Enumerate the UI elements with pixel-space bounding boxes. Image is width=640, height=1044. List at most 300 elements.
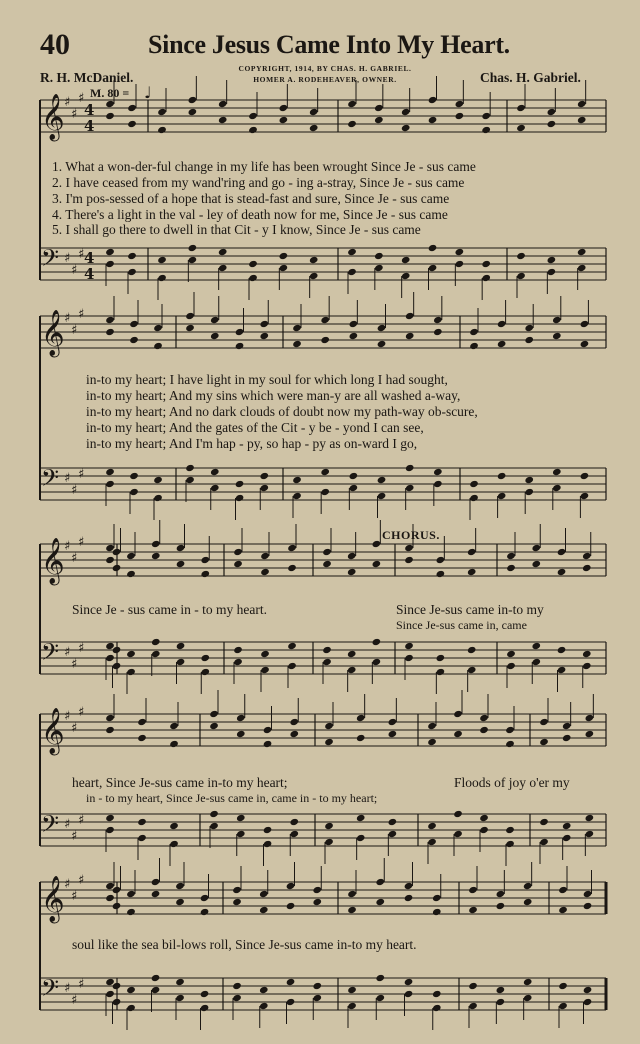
notehead (583, 998, 593, 1006)
notehead (322, 548, 332, 556)
notehead (467, 548, 477, 556)
notehead (552, 332, 562, 340)
notehead (289, 718, 299, 726)
notehead (259, 332, 269, 340)
notehead (129, 320, 139, 328)
notehead (557, 646, 567, 654)
notehead (320, 488, 330, 496)
notehead (558, 906, 568, 914)
notehead (347, 890, 357, 898)
notehead (279, 264, 289, 272)
notehead (185, 476, 195, 484)
notehead (372, 638, 382, 646)
notehead (112, 902, 122, 910)
notehead (263, 726, 273, 734)
key-sharp: ♯ (71, 323, 78, 338)
notehead (516, 272, 526, 280)
notehead (248, 260, 258, 268)
notehead (347, 986, 357, 994)
notehead (218, 248, 228, 256)
notehead (523, 882, 533, 890)
notehead (523, 994, 533, 1002)
notehead (558, 982, 568, 990)
notehead (200, 990, 210, 998)
notehead (320, 336, 330, 344)
notehead (377, 476, 387, 484)
notehead (427, 822, 437, 830)
notehead (176, 642, 186, 650)
notehead (127, 268, 137, 276)
bass-clef: 𝄢 (41, 244, 60, 277)
notehead (562, 722, 572, 730)
notehead (151, 552, 161, 560)
verse-2-line-1: 2. I have ceased from my wand'ring and go - ing a-stray, Since Je - sus came (52, 175, 465, 190)
notehead (309, 124, 319, 132)
notehead (401, 256, 411, 264)
notehead (585, 814, 595, 822)
notehead (455, 248, 465, 256)
key-sharp: ♯ (71, 657, 78, 672)
notehead (210, 316, 220, 324)
verse-1-line-2: in-to my heart; I have light in my soul for which long I had sought, (86, 372, 448, 387)
notehead (289, 730, 299, 738)
notehead (469, 342, 479, 350)
notehead (577, 100, 587, 108)
notehead (153, 324, 163, 332)
notehead (433, 328, 443, 336)
notehead (372, 658, 382, 666)
notehead (200, 556, 210, 564)
notehead (126, 1004, 136, 1012)
notehead (388, 818, 398, 826)
notehead (455, 100, 465, 108)
notehead (127, 104, 137, 112)
notehead (185, 464, 195, 472)
notehead (105, 328, 115, 336)
notehead (524, 324, 534, 332)
notehead (404, 990, 414, 998)
notehead (287, 642, 297, 650)
notehead (557, 548, 567, 556)
notehead (375, 878, 385, 886)
key-sharp: ♯ (64, 471, 71, 486)
treble-clef: 𝄞 (41, 538, 65, 584)
notehead (200, 570, 210, 578)
notehead (200, 654, 210, 662)
bass-clef: 𝄢 (41, 638, 60, 671)
notehead (516, 104, 526, 112)
notehead (539, 838, 549, 846)
notehead (347, 650, 357, 658)
key-sharp: ♯ (78, 307, 85, 322)
notehead (481, 112, 491, 120)
notehead (404, 894, 414, 902)
notehead (236, 730, 246, 738)
notehead (497, 320, 507, 328)
notehead (468, 982, 478, 990)
notehead (286, 902, 296, 910)
notehead (232, 898, 242, 906)
bass-clef: 𝄢 (41, 464, 60, 497)
notehead (209, 710, 219, 718)
notehead (374, 252, 384, 260)
notehead (236, 714, 246, 722)
notehead (289, 818, 299, 826)
notehead (126, 986, 136, 994)
notehead (347, 120, 357, 128)
notehead (436, 654, 446, 662)
notehead (401, 124, 411, 132)
notehead (506, 552, 516, 560)
notehead (582, 650, 592, 658)
time-signature-top: 4 (84, 101, 95, 119)
notehead (580, 492, 590, 500)
notehead (405, 312, 415, 320)
notehead (188, 256, 198, 264)
notehead (524, 488, 534, 496)
notehead (432, 990, 442, 998)
notehead (259, 906, 269, 914)
notehead (233, 658, 243, 666)
composer-credit: Chas. H. Gabriel. (480, 70, 581, 85)
notehead (562, 822, 572, 830)
treble-clef: 𝄞 (41, 708, 65, 754)
notehead (404, 654, 414, 662)
notehead (401, 272, 411, 280)
notehead (349, 332, 359, 340)
notehead (372, 540, 382, 548)
hymn-title: Since Jesus Came Into My Heart. (148, 30, 510, 59)
notehead (151, 986, 161, 994)
notehead (582, 564, 592, 572)
notehead (292, 340, 302, 348)
notehead (185, 312, 195, 320)
treble-clef: 𝄞 (41, 94, 65, 140)
notehead (377, 340, 387, 348)
notehead (235, 328, 245, 336)
notehead (292, 324, 302, 332)
notehead (468, 1002, 478, 1010)
treble-clef: 𝄞 (41, 876, 65, 922)
notehead (468, 906, 478, 914)
notehead (112, 998, 122, 1006)
notehead (404, 642, 414, 650)
notehead (324, 822, 334, 830)
notehead (320, 316, 330, 324)
notehead (105, 248, 115, 256)
notehead (126, 908, 136, 916)
notehead (176, 658, 186, 666)
notehead (235, 480, 245, 488)
notehead (505, 740, 515, 748)
notehead (557, 568, 567, 576)
notehead (105, 826, 115, 834)
notehead (539, 818, 549, 826)
notehead (505, 826, 515, 834)
chorus-bass-line-2: in - to my heart, Since Je-sus came in, came in - to my heart; (86, 791, 378, 805)
notehead (428, 264, 438, 272)
notehead (105, 480, 115, 488)
chorus-line-3: soul like the sea bil-lows roll, Since Je-sus came in-to my heart. (72, 937, 417, 952)
verse-5-line-2: in-to my heart; And I'm hap - py, so hap - py as on-ward I go, (86, 436, 418, 451)
notehead (287, 544, 297, 552)
key-sharp: ♯ (78, 467, 85, 482)
notehead (188, 108, 198, 116)
notehead (218, 116, 228, 124)
notehead (405, 332, 415, 340)
notehead (259, 986, 269, 994)
notehead (405, 484, 415, 492)
notehead (347, 248, 357, 256)
notehead (347, 100, 357, 108)
notehead (105, 556, 115, 564)
notehead (218, 100, 228, 108)
key-sharp: ♯ (78, 247, 85, 262)
notehead (176, 544, 186, 552)
notehead (577, 248, 587, 256)
notehead (356, 734, 366, 742)
notehead (562, 734, 572, 742)
notehead (356, 814, 366, 822)
notehead (432, 894, 442, 902)
key-sharp: ♯ (78, 535, 85, 550)
notehead (320, 468, 330, 476)
notehead (175, 898, 185, 906)
notehead (286, 978, 296, 986)
notehead (496, 986, 506, 994)
notehead (210, 468, 220, 476)
chorus-label: CHORUS. (382, 528, 440, 542)
notehead (233, 646, 243, 654)
notehead (557, 666, 567, 674)
notehead (209, 822, 219, 830)
notehead (324, 838, 334, 846)
notehead (126, 570, 136, 578)
key-sharp: ♯ (78, 873, 85, 888)
chorus-line-1: Since Je - sus came in - to my heart. (72, 602, 267, 617)
notehead (153, 476, 163, 484)
notehead (427, 738, 437, 746)
notehead (404, 544, 414, 552)
key-sharp: ♯ (71, 551, 78, 566)
notehead (404, 882, 414, 890)
notehead (105, 260, 115, 268)
notehead (453, 830, 463, 838)
notehead (263, 840, 273, 848)
notehead (405, 464, 415, 472)
notehead (322, 560, 332, 568)
notehead (151, 540, 161, 548)
notehead (233, 560, 243, 568)
notehead (496, 902, 506, 910)
key-sharp: ♯ (71, 993, 78, 1008)
notehead (580, 320, 590, 328)
hymn-number: 40 (40, 28, 70, 61)
notehead (105, 468, 115, 476)
notehead (112, 662, 122, 670)
notehead (582, 662, 592, 670)
notehead (259, 1002, 269, 1010)
notehead (432, 908, 442, 916)
time-signature-bottom: 4 (84, 265, 95, 283)
notehead (497, 492, 507, 500)
notehead (185, 324, 195, 332)
notehead (404, 556, 414, 564)
notehead (263, 740, 273, 748)
notehead (479, 714, 489, 722)
notehead (232, 994, 242, 1002)
notehead (105, 714, 115, 722)
notehead (531, 642, 541, 650)
notehead (577, 264, 587, 272)
notehead (175, 978, 185, 986)
notehead (260, 568, 270, 576)
notehead (287, 662, 297, 670)
notehead (356, 834, 366, 842)
notehead (539, 738, 549, 746)
notehead (481, 126, 491, 134)
notehead (248, 274, 258, 282)
notehead (506, 564, 516, 572)
notehead (552, 468, 562, 476)
notehead (375, 898, 385, 906)
notehead (188, 96, 198, 104)
notehead (539, 718, 549, 726)
notehead (210, 484, 220, 492)
notehead (523, 978, 533, 986)
time-signature-top: 4 (84, 249, 95, 267)
notehead (309, 272, 319, 280)
notehead (137, 718, 147, 726)
notehead (260, 552, 270, 560)
notehead (259, 484, 269, 492)
notehead (279, 116, 289, 124)
notehead (235, 342, 245, 350)
notehead (467, 666, 477, 674)
key-sharp: ♯ (64, 709, 71, 724)
notehead (175, 882, 185, 890)
notehead (279, 104, 289, 112)
notehead (200, 908, 210, 916)
notehead (404, 978, 414, 986)
notehead (287, 564, 297, 572)
notehead (129, 472, 139, 480)
chorus-line-2-continued: Floods of joy o'er my (454, 775, 570, 790)
notehead (469, 494, 479, 502)
notehead (583, 986, 593, 994)
key-sharp: ♯ (64, 95, 71, 110)
notehead (453, 710, 463, 718)
key-sharp: ♯ (64, 311, 71, 326)
key-sharp: ♯ (78, 91, 85, 106)
notehead (356, 714, 366, 722)
notehead (157, 108, 167, 116)
notehead (347, 666, 357, 674)
notehead (235, 494, 245, 502)
notehead (105, 894, 115, 902)
notehead (153, 494, 163, 502)
key-sharp: ♯ (64, 981, 71, 996)
notehead (232, 982, 242, 990)
notehead (169, 740, 179, 748)
notehead (547, 120, 557, 128)
notehead (524, 336, 534, 344)
notehead (375, 974, 385, 982)
notehead (523, 898, 533, 906)
notehead (516, 124, 526, 132)
notehead (552, 316, 562, 324)
notehead (175, 994, 185, 1002)
notehead (248, 126, 258, 134)
verse-3-line-1: 3. I'm pos-sessed of a hope that is stead-fast and sure, Since Je - sus came (52, 191, 450, 206)
verse-3-line-2: in-to my heart; And no dark clouds of doubt now my path-way ob-scure, (86, 404, 478, 419)
key-sharp: ♯ (64, 877, 71, 892)
notehead (169, 722, 179, 730)
notehead (151, 890, 161, 898)
notehead (105, 112, 115, 120)
notehead (112, 564, 122, 572)
notehead (585, 714, 595, 722)
notehead (467, 568, 477, 576)
notehead (259, 472, 269, 480)
notehead (374, 104, 384, 112)
notehead (583, 902, 593, 910)
notehead (292, 492, 302, 500)
notehead (433, 468, 443, 476)
notehead (105, 654, 115, 662)
notehead (105, 316, 115, 324)
notehead (157, 126, 167, 134)
key-sharp: ♯ (78, 977, 85, 992)
notehead (127, 252, 137, 260)
key-sharp: ♯ (71, 107, 78, 122)
notehead (455, 112, 465, 120)
notehead (200, 668, 210, 676)
verse-1-line-1: 1. What a won-der-ful change in my life has been wrought Since Je - sus came (52, 159, 476, 174)
notehead (372, 560, 382, 568)
notehead (292, 476, 302, 484)
verse-4-line-1: 4. There's a light in the val - ley of death now for me, Since Je - sus came (52, 207, 448, 222)
notehead (157, 256, 167, 264)
notehead (232, 886, 242, 894)
chorus-line-1-continued: Since Je-sus came in-to my (396, 602, 544, 617)
notehead (347, 906, 357, 914)
notehead (479, 814, 489, 822)
notehead (582, 552, 592, 560)
bass-clef: 𝄢 (41, 810, 60, 843)
notehead (324, 738, 334, 746)
chorus-line-2: heart, Since Je-sus came in-to my heart; (72, 775, 288, 790)
key-sharp: ♯ (71, 889, 78, 904)
notehead (583, 890, 593, 898)
notehead (209, 810, 219, 818)
notehead (105, 990, 115, 998)
notehead (497, 340, 507, 348)
notehead (286, 882, 296, 890)
key-sharp: ♯ (78, 641, 85, 656)
notehead (259, 320, 269, 328)
notehead (436, 556, 446, 564)
notehead (200, 894, 210, 902)
notehead (210, 332, 220, 340)
notehead (374, 116, 384, 124)
notehead (137, 818, 147, 826)
notehead (479, 726, 489, 734)
verse-4-line-2: in-to my heart; And the gates of the Cit - y be - yond I can see, (86, 420, 424, 435)
notehead (309, 256, 319, 264)
notehead (324, 722, 334, 730)
notehead (469, 328, 479, 336)
